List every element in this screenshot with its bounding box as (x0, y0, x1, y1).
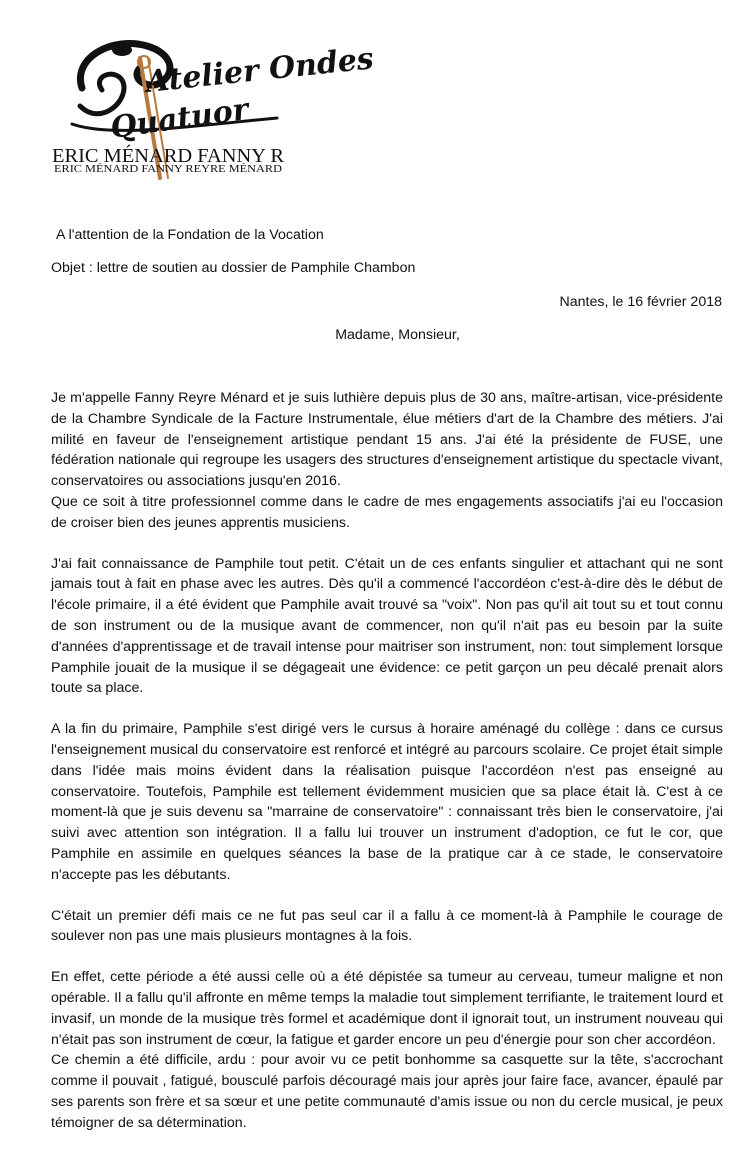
paragraph-engagements: Que ce soit à titre professionnel comme dans le cadre de mes engagements associatifs j'ai eu l'occasion de croiser bien des jeunes apprentis musiciens. (51, 493, 723, 531)
letter-body (51, 388, 723, 1154)
attention-line: A l'attention de la Fondation de la Vocation (56, 227, 324, 243)
paragraph-childhood: J'ai fait connaissance de Pamphile tout petit. C'était un de ces enfants singulier et attachant qui ne sont jamais tout à fait en phase avec les autres. Dès qu'il a commencé l'accordéon c'est-à-dire dès le début de l'école primaire, il a été évident que Pamphile avait trouvé sa "voix". Non pas qu'il ait tout su et tout connu de son instrument ou de la musique avant de commencer, non qu'il n'ait pas eu besoin par la suite d'années d'apprentissage et de travail intense pour maitriser son instrument, non: tout simplement lorsque Pamphile jouait de la musique il se dégageait une évidence: ce petit garçon un peu décalé prenait alors toute sa place. (51, 555, 723, 697)
paragraph-challenge: C'était un premier défi mais ce ne fut pas seul car il a fallu à ce moment-là à Pamphile le courage de soulever non pas une mais plusieurs montagnes à la fois. (51, 907, 723, 945)
subject-line: Objet : lettre de soutien au dossier de Pamphile Chambon (51, 260, 416, 276)
logo-names: ERIC MÉNARD FANNY R (52, 145, 280, 167)
atelier-logo (52, 28, 376, 188)
logo-swirl-2 (80, 74, 124, 114)
logo-oval (112, 44, 132, 56)
salutation: Madame, Monsieur, (335, 327, 460, 343)
paragraph-illness: En effet, cette période a été aussi celle où a été dépistée sa tumeur au cerveau, tumeur maligne et non opérable. Il a fallu qu'il affronte en même temps la maladie tout simplement terrifiante, le traitement lourd et invasif, un monde de la musique très formel et académique dont il ignorait tout, un instrument nouveau qui n'était pas son instrument de cœur, la fatigue et garder encore un peu d'énergie pour son cher accordéon. (51, 969, 723, 1048)
date-line: Nantes, le 16 février 2018 (559, 294, 722, 310)
logo-names-2: ERIC MÉNARD FANNY REYRE MÉNARD (54, 164, 240, 175)
paragraph-intro: Je m'appelle Fanny Reyre Ménard et je suis luthière depuis plus de 30 ans, maître-artisan, vice-présidente de la Chambre Syndicale de la Facture Instrumentale, élue métiers d'art de la Chambre des métiers. J'ai milité en faveur de l'enseignement artistique pendant 15 ans. J'ai été la présidente de FUSE, une fédération nationale qui regroupe les usagers des structures d'enseignement artistique du spectacle vivant, conservatoires ou associations jusqu'en 2016. (51, 390, 723, 490)
paragraph-determination: Ce chemin a été difficile, ardu : pour avoir vu ce petit bonhomme sa casquette sur la tête, s'accrochant comme il pouvait , fatigué, bousculé parfois découragé mais jour après jour faire face, avancer, épaulé par ses parents son frère et sa sœur et une petite communauté d'amis issue ou non du cercle musical, je peux témoigner de sa détermination. (51, 1052, 723, 1131)
logo-script: Atelier Ondes (144, 41, 376, 100)
logo-script-2: Quatuor (108, 91, 251, 146)
paragraph-conservatoire: A la fin du primaire, Pamphile s'est dirigé vers le cursus à horaire aménagé du collège : dans ce cursus l'enseignement musical du conservatoire est renforcé et intégré au parcours scolaire. Ce projet était simple dans l'idée mais moins évident dans la réalisation puisque l'accordéon n'est pas enseigné au conservatoire. Toutefois, Pamphile est tellement évidemment musicien que sa place était là. C'est à ce moment-là que je suis devenu sa "marraine de conservatoire" : connaissant très bien le conservatoire, j'ai suivi avec attention son intégration. Il a fallu lui trouver un instrument d'adoption, ce fut le cor, que Pamphile en assimile en quelques séances la base de la pratique car à ce stade, le conservatoire n'accepte pas les débutants. (51, 721, 723, 883)
